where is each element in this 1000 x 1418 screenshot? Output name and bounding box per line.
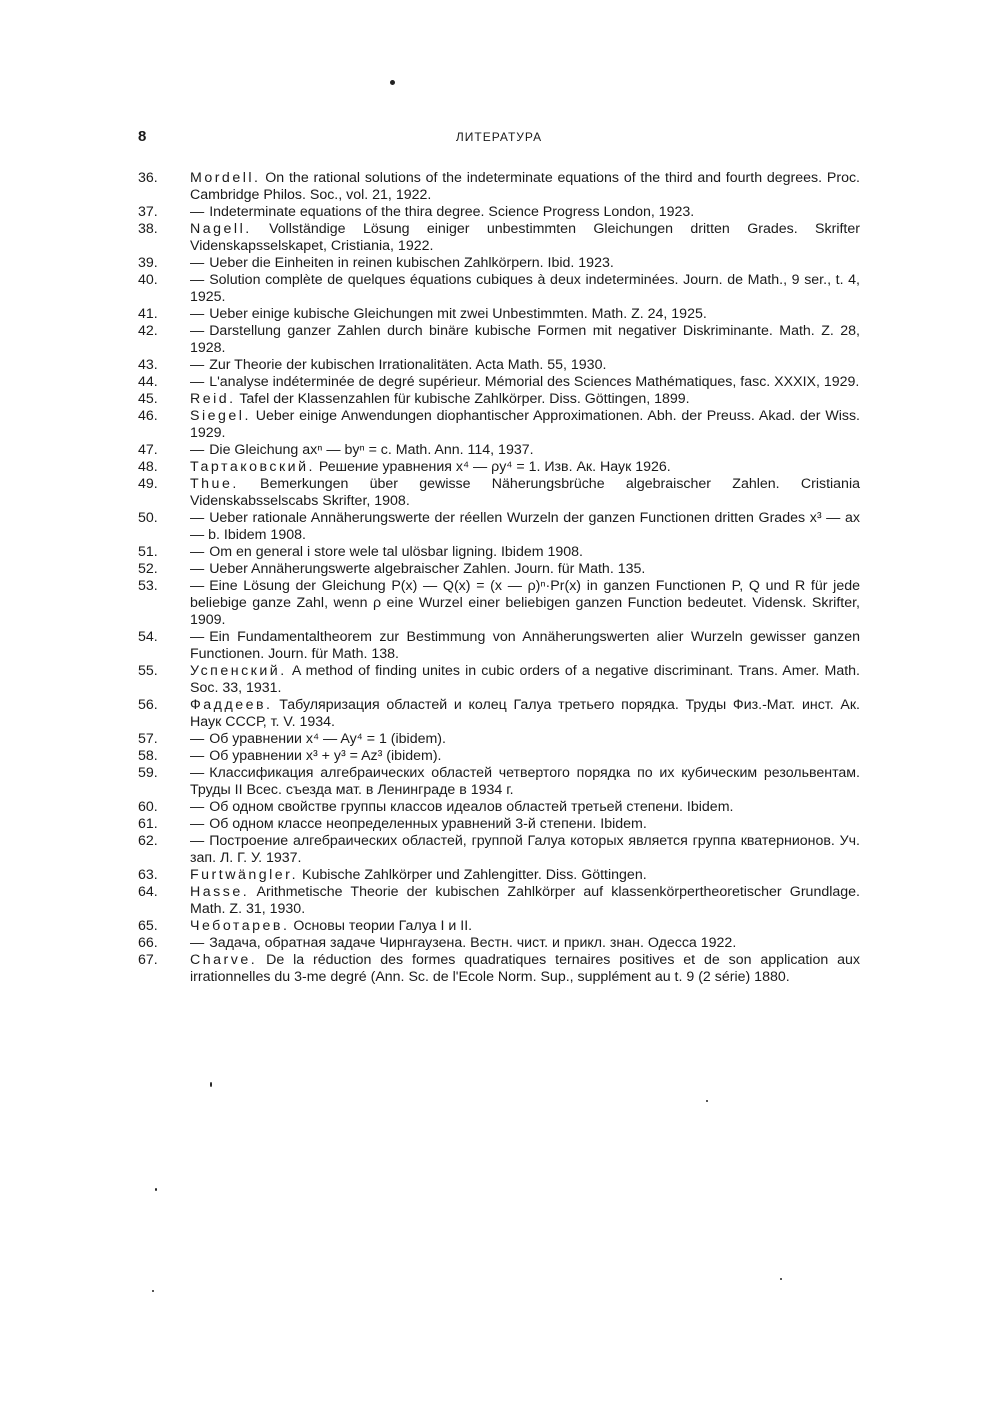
reference-text: Ueber einige kubische Gleichungen mit zwei Unbestimmten. Math. Z. 24, 1925.	[209, 306, 707, 322]
reference-number: 43.	[138, 357, 158, 373]
reference-item	[138, 357, 860, 374]
reference-item	[138, 918, 860, 935]
scan-speck	[155, 1188, 157, 1191]
reference-author: Furtwängler.	[190, 867, 299, 883]
reference-author: Фаддеев.	[190, 697, 273, 713]
reference-number: 53.	[138, 578, 158, 594]
reference-number: 59.	[138, 765, 158, 781]
reference-text: Ueber einige Anwendungen diophantischer Approximationen. Abh. der Preuss. Akad. der Wiss. 1929.	[190, 408, 860, 441]
reference-text: Основы теории Галуа I и II.	[293, 918, 473, 934]
reference-item	[138, 816, 860, 833]
reference-dash: —	[190, 561, 205, 577]
reference-text: Классификация алгебраических областей четвертого порядка по их кубическим резольвентам. Труды II Всес. съезда мат. в Ленинграде в 1934 г.	[190, 765, 860, 798]
reference-number: 57.	[138, 731, 158, 747]
reference-dash: —	[190, 731, 205, 747]
reference-text: Darstellung ganzer Zahlen durch binäre kubische Formen mit negativer Diskriminante. Math. Z. 28, 1928.	[190, 323, 860, 356]
reference-number: 39.	[138, 255, 158, 271]
reference-text: Решение уравнения x⁴ — ρy⁴ = 1. Изв. Ак. Наук 1926.	[318, 459, 671, 475]
reference-text: Ein Fundamentaltheorem zur Bestimmung von Annäherungswerten alier Wurzeln gewisser ganzen Functionen. Journ. für Math. 138.	[190, 629, 860, 662]
reference-dash: —	[190, 765, 205, 781]
reference-text: L'analyse indéterminée de degré supérieur. Mémorial des Sciences Mathématiques, fasc. XXXIX, 1929.	[209, 374, 860, 390]
reference-text: Vollständige Lösung einiger unbestimmten Gleichungen dritten Grades. Skrifter Videnskapsselskapet, Cristiania, 1922.	[190, 221, 860, 254]
reference-author: Hasse.	[190, 884, 250, 900]
reference-item	[138, 952, 860, 986]
reference-number: 60.	[138, 799, 158, 815]
reference-dash: —	[190, 799, 205, 815]
reference-dash: —	[190, 204, 205, 220]
reference-author: Charve.	[190, 952, 258, 968]
reference-dash: —	[190, 323, 205, 339]
scan-speck	[706, 1100, 708, 1102]
reference-item	[138, 306, 860, 323]
reference-number: 49.	[138, 476, 158, 492]
reference-text: Die Gleichung axⁿ — byⁿ = c. Math. Ann. 114, 1937.	[209, 442, 534, 458]
reference-dash: —	[190, 510, 205, 526]
reference-number: 42.	[138, 323, 158, 339]
reference-author: Mordell.	[190, 170, 261, 186]
reference-number: 36.	[138, 170, 158, 186]
reference-item	[138, 578, 860, 629]
reference-item	[138, 799, 860, 816]
reference-dash: —	[190, 544, 205, 560]
reference-text: Об уравнении x⁴ — Ay⁴ = 1 (ibidem).	[209, 731, 446, 747]
reference-dash: —	[190, 306, 205, 322]
reference-text: Tafel der Klassenzahlen für kubische Zahlkörper. Diss. Göttingen, 1899.	[239, 391, 690, 407]
reference-item	[138, 884, 860, 918]
scan-speck	[390, 80, 395, 85]
reference-item	[138, 272, 860, 306]
reference-item	[138, 697, 860, 731]
reference-text: Arithmetische Theorie der kubischen Zahlkörper auf klassenkörpertheoretischer Grundlage. Math. Z. 31, 1930.	[190, 884, 860, 917]
reference-dash: —	[190, 578, 205, 594]
reference-number: 50.	[138, 510, 158, 526]
reference-item	[138, 731, 860, 748]
reference-text: Ueber rationale Annäherungswerte der réellen Wurzeln der ganzen Functionen dritten Grades x³ — ax — b. Ibidem 1908.	[190, 510, 860, 543]
reference-dash: —	[190, 935, 205, 951]
reference-dash: —	[190, 833, 205, 849]
reference-item	[138, 170, 860, 204]
reference-text: Ueber die Einheiten in reinen kubischen Zahlkörpern. Ibid. 1923.	[209, 255, 614, 271]
scan-speck	[210, 1082, 212, 1087]
scan-speck	[152, 1290, 154, 1292]
page-header	[138, 128, 860, 148]
reference-number: 65.	[138, 918, 158, 934]
reference-dash: —	[190, 272, 205, 288]
reference-text: Solution complète de quelques équations cubiques à deux indeterminées. Journ. de Math., 9 ser., t. 4, 1925.	[190, 272, 860, 305]
reference-author: Thue.	[190, 476, 239, 492]
reference-author: Siegel.	[190, 408, 251, 424]
reference-item	[138, 867, 860, 884]
reference-dash: —	[190, 255, 205, 271]
reference-number: 63.	[138, 867, 158, 883]
reference-item	[138, 544, 860, 561]
reference-item	[138, 391, 860, 408]
reference-author: Успенский.	[190, 663, 287, 679]
reference-dash: —	[190, 357, 205, 373]
reference-number: 62.	[138, 833, 158, 849]
reference-item	[138, 204, 860, 221]
reference-number: 56.	[138, 697, 158, 713]
reference-item	[138, 748, 860, 765]
reference-text: On the rational solutions of the indeterminate equations of the third and fourth degrees. Proc. Cambridge Philos. Soc., vol. 21, 1922.	[190, 170, 860, 203]
reference-dash: —	[190, 629, 205, 645]
reference-text: Zur Theorie der kubischen Irrationalitäten. Acta Math. 55, 1930.	[209, 357, 607, 373]
reference-text: Indeterminate equations of the thira degree. Science Progress London, 1923.	[209, 204, 695, 220]
reference-text: Об одном классе неопределенных уравнений 3-й степени. Ibidem.	[209, 816, 647, 832]
reference-text: Eine Lösung der Gleichung P(x) — Q(x) = (x — ρ)ⁿ·Pr(x) in ganzen Functionen P, Q und R für jede beliebige ganze Zahl, wenn ρ eine Wurzel einer beliebigen ganzen Function bedeutet. Vidensk. Skrifter, 1909.	[190, 578, 860, 628]
reference-text: Bemerkungen über gewisse Näherungsbrüche algebraischer Zahlen. Cristiania Videnskabsselscabs Skrifter, 1908.	[190, 476, 860, 509]
reference-number: 37.	[138, 204, 158, 220]
reference-number: 46.	[138, 408, 158, 424]
reference-author: Чеботарев.	[190, 918, 290, 934]
running-title: ЛИТЕРАТУРА	[455, 130, 543, 144]
reference-number: 61.	[138, 816, 158, 832]
reference-text: Об уравнении x³ + y³ = Az³ (ibidem).	[209, 748, 442, 764]
page-number: 8	[138, 128, 147, 145]
reference-number: 51.	[138, 544, 158, 560]
reference-text: Kubische Zahlkörper und Zahlengitter. Diss. Göttingen.	[302, 867, 647, 883]
reference-number: 40.	[138, 272, 158, 288]
reference-text: Построение алгебраических областей, группой Галуа которых является группа кватернионов. Уч. зап. Л. Г. У. 1937.	[190, 833, 860, 866]
reference-item	[138, 629, 860, 663]
reference-item	[138, 510, 860, 544]
reference-number: 54.	[138, 629, 158, 645]
reference-number: 44.	[138, 374, 158, 390]
reference-item	[138, 765, 860, 799]
reference-dash: —	[190, 374, 205, 390]
reference-number: 52.	[138, 561, 158, 577]
reference-author: Nagell.	[190, 221, 252, 237]
reference-number: 48.	[138, 459, 158, 475]
reference-item	[138, 374, 860, 391]
reference-number: 64.	[138, 884, 158, 900]
reference-author: Тартаковский.	[190, 459, 315, 475]
reference-item	[138, 663, 860, 697]
reference-text: Om en general i store wele tal ulösbar ligning. Ibidem 1908.	[209, 544, 584, 560]
reference-number: 38.	[138, 221, 158, 237]
reference-text: De la réduction des formes quadratiques ternaires positives et de son application aux irrationnelles du 3-me degré (Ann. Sc. de l'Ecole Norm. Sup., supplément au t. 9 (2 série) 1880.	[190, 952, 860, 985]
reference-item	[138, 561, 860, 578]
reference-item	[138, 255, 860, 272]
scan-speck	[780, 1278, 782, 1280]
reference-item	[138, 408, 860, 442]
reference-item	[138, 221, 860, 255]
reference-number: 41.	[138, 306, 158, 322]
reference-text: Об одном свойстве группы классов идеалов областей третьей степени. Ibidem.	[209, 799, 734, 815]
reference-list	[138, 170, 860, 986]
reference-item	[138, 459, 860, 476]
reference-item	[138, 442, 860, 459]
reference-number: 66.	[138, 935, 158, 951]
reference-number: 58.	[138, 748, 158, 764]
reference-number: 47.	[138, 442, 158, 458]
reference-item	[138, 833, 860, 867]
reference-item	[138, 323, 860, 357]
reference-text: A method of finding unites in cubic orders of a negative discriminant. Trans. Amer. Math. Soc. 33, 1931.	[190, 663, 860, 696]
reference-text: Ueber Annäherungswerte algebraischer Zahlen. Journ. für Math. 135.	[209, 561, 646, 577]
reference-dash: —	[190, 748, 205, 764]
reference-dash: —	[190, 816, 205, 832]
reference-number: 55.	[138, 663, 158, 679]
reference-author: Reid.	[190, 391, 236, 407]
reference-item	[138, 935, 860, 952]
reference-number: 67.	[138, 952, 158, 968]
reference-dash: —	[190, 442, 205, 458]
reference-number: 45.	[138, 391, 158, 407]
reference-item	[138, 476, 860, 510]
reference-text: Табуляризация областей и колец Галуа третьего порядка. Труды Физ.-Мат. инст. Ак. Наук СССР, т. V. 1934.	[190, 697, 860, 730]
reference-text: Задача, обратная задаче Чирнгаузена. Вестн. чист. и прикл. знан. Одесса 1922.	[209, 935, 737, 951]
